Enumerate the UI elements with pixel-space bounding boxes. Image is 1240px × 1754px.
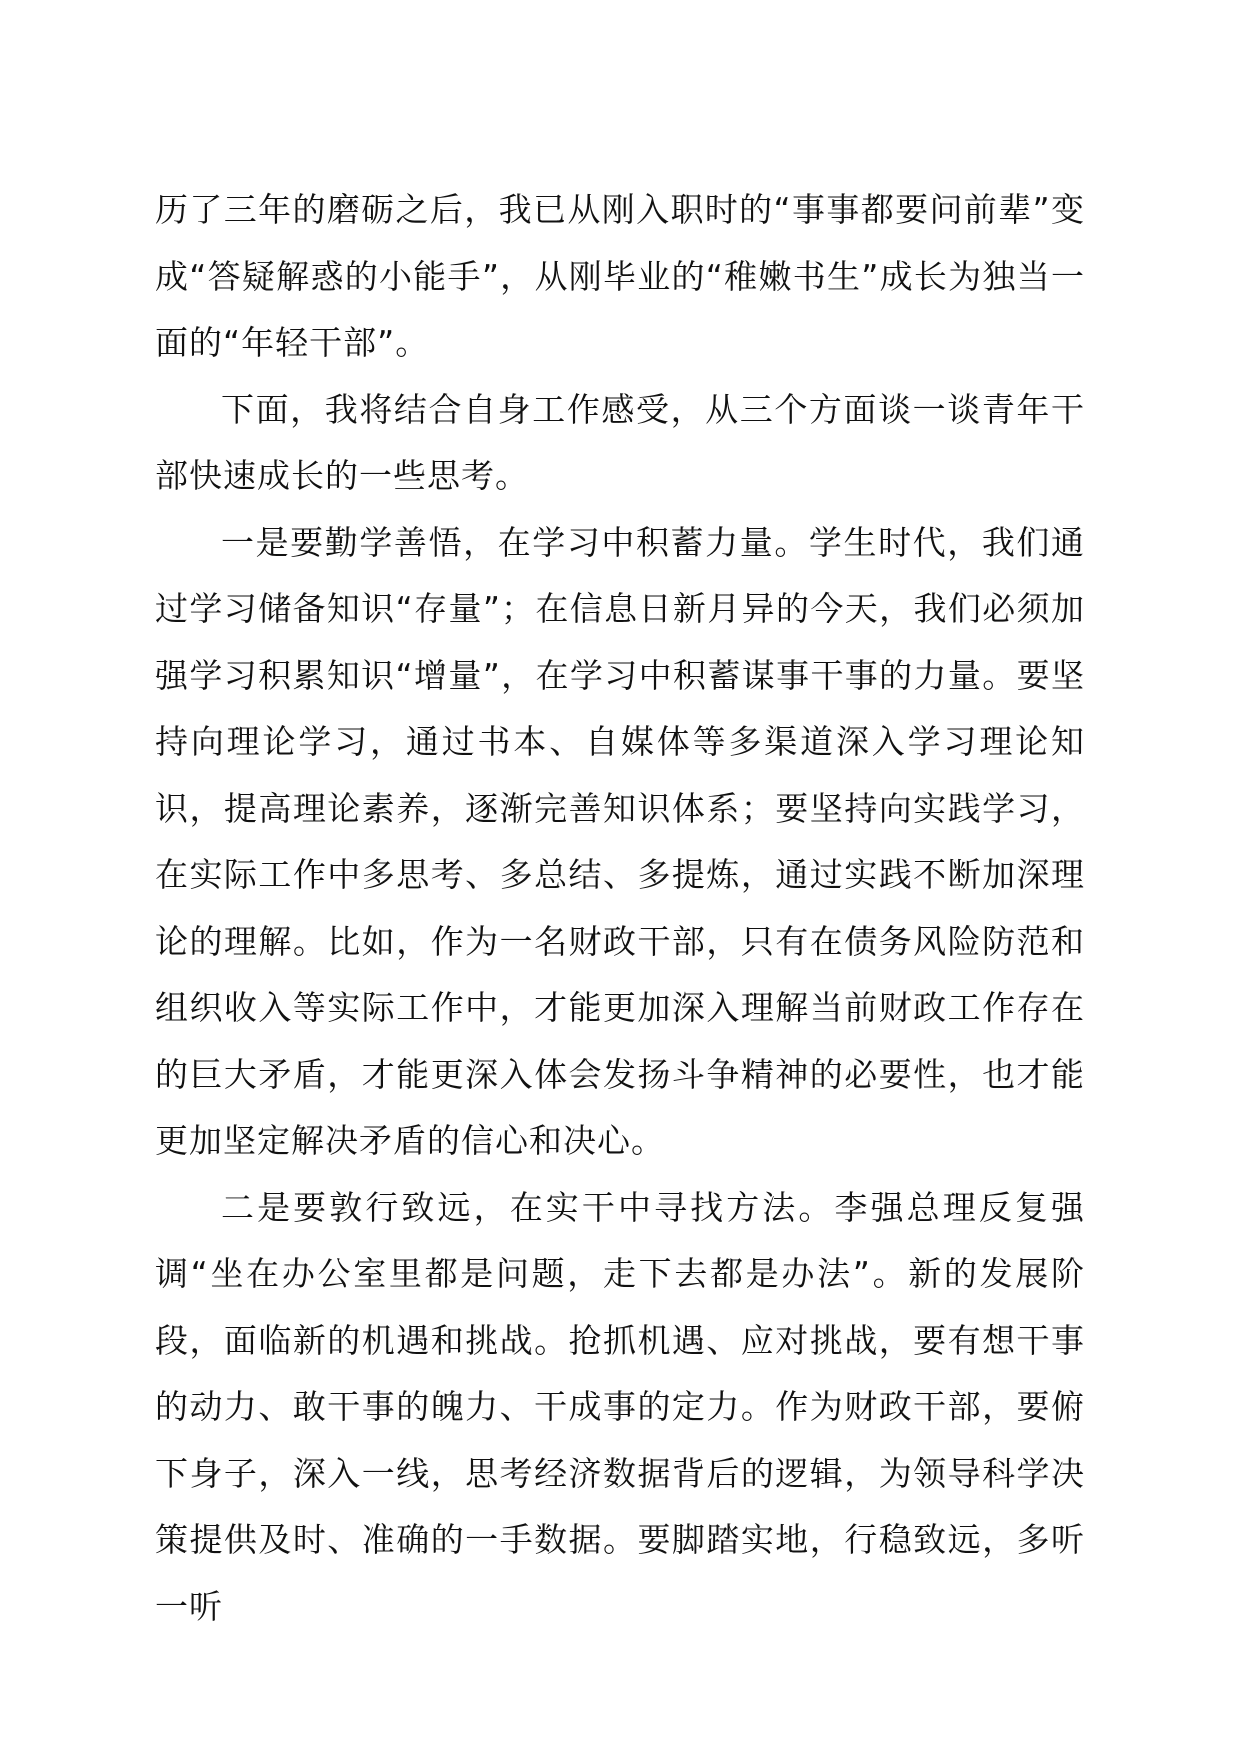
document-body	[155, 177, 1085, 1640]
paragraph-point-two: 二是要敦行致远，在实干中寻找方法。李强总理反复强调“坐在办公室里都是问题，走下去都是办法”。新的发展阶段，面临新的机遇和挑战。抢抓机遇、应对挑战，要有想干事的动力、敢干事的魄力、干成事的定力。作为财政干部，要俯下身子，深入一线，思考经济数据背后的逻辑，为领导科学决策提供及时、准确的一手数据。要脚踏实地，行稳致远，多听一听	[155, 1187, 1085, 1626]
paragraph-point-one: 一是要勤学善悟，在学习中积蓄力量。学生时代，我们通过学习储备知识“存量”；在信息日新月异的今天，我们必须加强学习积累知识“增量”，在学习中积蓄谋事干事的力量。要坚持向理论学习，通过书本、自媒体等多渠道深入学习理论知识，提高理论素养，逐渐完善知识体系；要坚持向实践学习，在实际工作中多思考、多总结、多提炼，通过实践不断加深理论的理解。比如，作为一名财政干部，只有在债务风险防范和组织收入等实际工作中，才能更加深入理解当前财政工作存在的巨大矛盾，才能更深入体会发扬斗争精神的必要性，也才能更加坚定解决矛盾的信心和决心。	[155, 522, 1085, 1160]
paragraph-continuation: 历了三年的磨砺之后，我已从刚入职时的“事事都要问前辈”变成“答疑解惑的小能手”，从刚毕业的“稚嫩书生”成长为独当一面的“年轻干部”。	[155, 190, 1085, 362]
paragraph-intro: 下面，我将结合自身工作感受，从三个方面谈一谈青年干部快速成长的一些思考。	[155, 389, 1085, 495]
